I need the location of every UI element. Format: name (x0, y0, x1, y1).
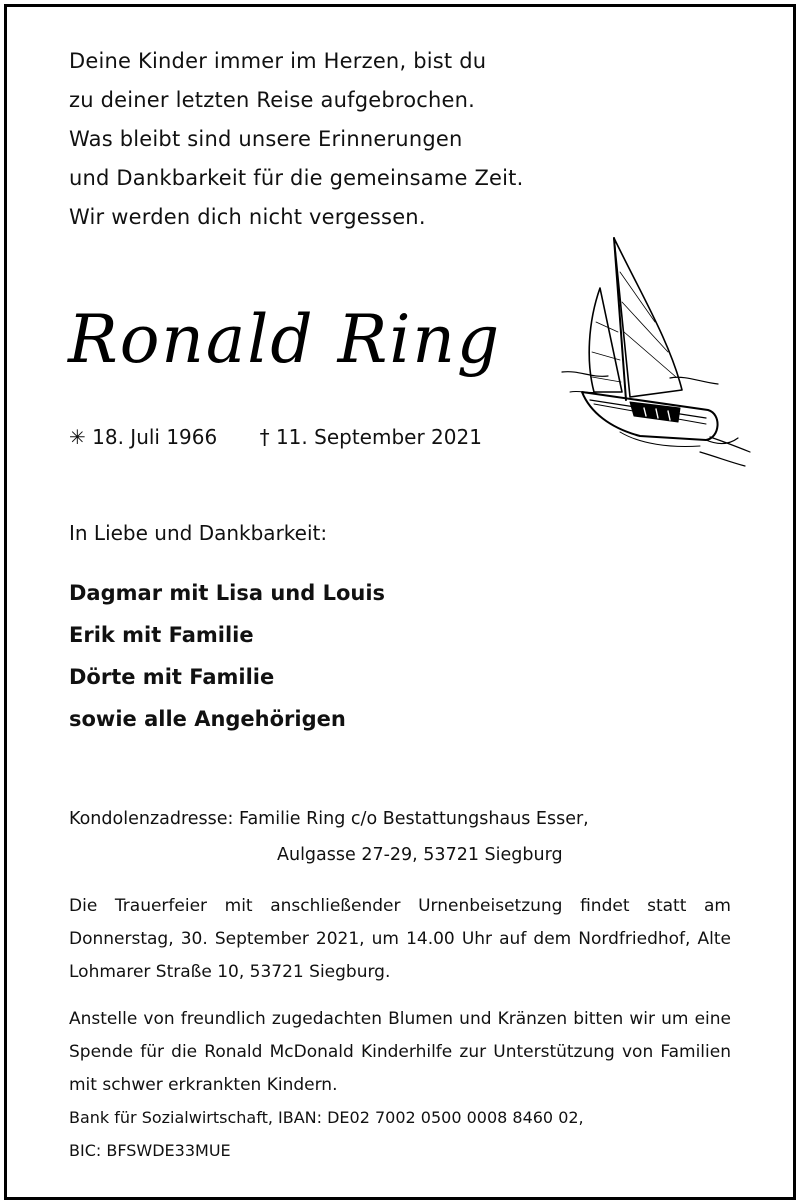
birth-date: ✳ 18. Juli 1966 (69, 425, 218, 449)
bank-details (69, 1101, 584, 1167)
poem-line: Was bleibt sind unsere Erinnerungen (69, 127, 463, 151)
poem-line: zu deiner letzten Reise aufgebrochen. (69, 88, 476, 112)
mourner-name: Dagmar mit Lisa und Louis (69, 581, 386, 605)
mourners-intro: In Liebe und Dankbarkeit: (69, 521, 328, 545)
mourner-name: Erik mit Familie (69, 623, 254, 647)
condolence-address-line2: Aulgasse 27-29, 53721 Siegburg (277, 845, 563, 865)
bic-line: BIC: BFSWDE33MUE (69, 1141, 231, 1160)
condolence-address-line1: Kondolenzadresse: Familie Ring c/o Bestattungshaus Esser, (69, 809, 589, 829)
ceremony-paragraph: Die Trauerfeier mit anschließender Urnenbeisetzung findet statt am Donnerstag, 30. September 2021, um 14.00 Uhr auf dem Nordfriedhof, Alte Lohmarer Straße 10, 53721 Siegburg. (69, 896, 731, 982)
poem-line: Deine Kinder immer im Herzen, bist du (69, 49, 487, 73)
death-date: † 11. September 2021 (259, 425, 482, 449)
mourners-list (69, 572, 385, 740)
poem-line: Wir werden dich nicht vergessen. (69, 205, 426, 229)
mourner-name: Dörte mit Familie (69, 665, 275, 689)
donation-paragraph: Anstelle von freundlich zugedachten Blumen und Kränzen bitten wir um eine Spende für die Ronald McDonald Kinderhilfe zur Unterstützung von Familien mit schwer erkrankten Kindern. (69, 1009, 731, 1095)
poem (69, 42, 524, 237)
mourner-name: sowie alle Angehörigen (69, 707, 346, 731)
birth-star-icon: ✳ (69, 425, 86, 449)
deceased-name: Ronald Ring (68, 301, 502, 378)
life-dates (69, 423, 482, 451)
cross-icon: † (259, 425, 270, 449)
iban-line: Bank für Sozialwirtschaft, IBAN: DE02 7002 0500 0008 8460 02, (69, 1108, 584, 1127)
sailboat-icon (560, 232, 760, 472)
poem-line: und Dankbarkeit für die gemeinsame Zeit. (69, 166, 524, 190)
